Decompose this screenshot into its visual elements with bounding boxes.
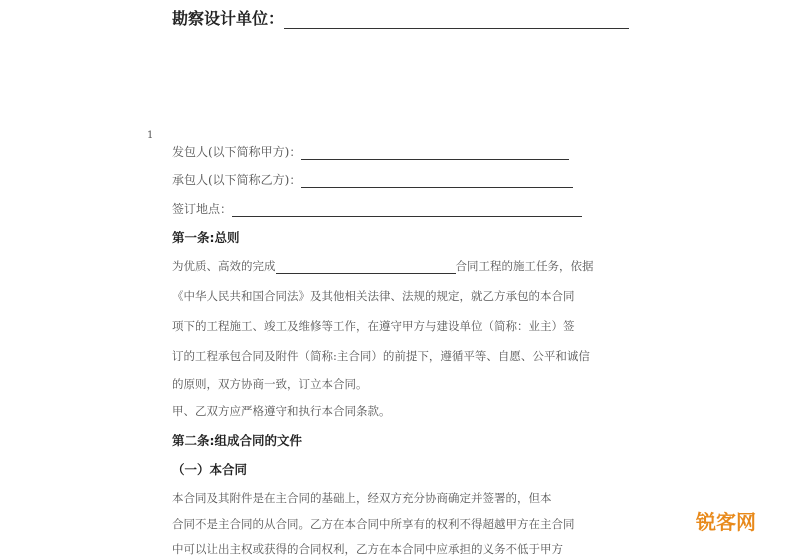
paragraph-1-line-2: 《中华人民共和国合同法》及其他相关法律、法规的规定，就乙方承包的本合同 [172, 289, 575, 303]
paragraph-1-line-3: 项下的工程施工、竣工及维修等工作，在遵守甲方与建设单位（简称：业主）签 [172, 319, 575, 333]
survey-design-unit-label: 勘察设计单位： [172, 9, 285, 28]
subsection-1-title: （一）本合同 [172, 462, 248, 477]
signing-place-line [172, 200, 582, 217]
contractor-label: 承包人(以下简称乙方)： [172, 173, 302, 187]
paragraph-3-line-3: 中可以让出主权或获得的合同权利，乙方在本合同中应承担的义务不低于甲方 [172, 542, 563, 556]
employer-blank [301, 147, 569, 160]
survey-design-unit-blank [284, 28, 629, 29]
paragraph-3-line-2: 合同不是主合同的从合同。乙方在本合同中所享有的权利不得超越甲方在主合同 [172, 517, 575, 531]
site-watermark: 锐客网 [696, 510, 756, 534]
list-marker: 1 [147, 130, 154, 141]
contractor-blank [301, 175, 573, 188]
signing-place-label: 签订地点： [172, 202, 233, 216]
article-1-title: 第一条:总则 [172, 230, 240, 245]
paragraph-1-line-5: 的原则，双方协商一致，订立本合同。 [172, 377, 368, 391]
employer-label: 发包人(以下简称甲方)： [172, 145, 302, 159]
paragraph-1-line-1: 为优质、高效的完成 合同工程的施工任务，依据 [172, 259, 594, 273]
paragraph-1-line-4: 订的工程承包合同及附件（简称:主合同）的前提下，遵循平等、自愿、公平和诚信 [172, 349, 590, 363]
contractor-line [172, 171, 573, 188]
paragraph-3-line-1: 本合同及其附件是在主合同的基础上，经双方充分协商确定并签署的，但本 [172, 491, 552, 505]
project-name-blank [276, 261, 456, 274]
article-2-title: 第二条:组成合同的文件 [172, 433, 302, 448]
signing-place-blank [232, 204, 582, 217]
survey-design-unit-line [172, 6, 629, 29]
employer-line [172, 143, 569, 160]
paragraph-2: 甲、乙双方应严格遵守和执行本合同条款。 [172, 404, 391, 418]
